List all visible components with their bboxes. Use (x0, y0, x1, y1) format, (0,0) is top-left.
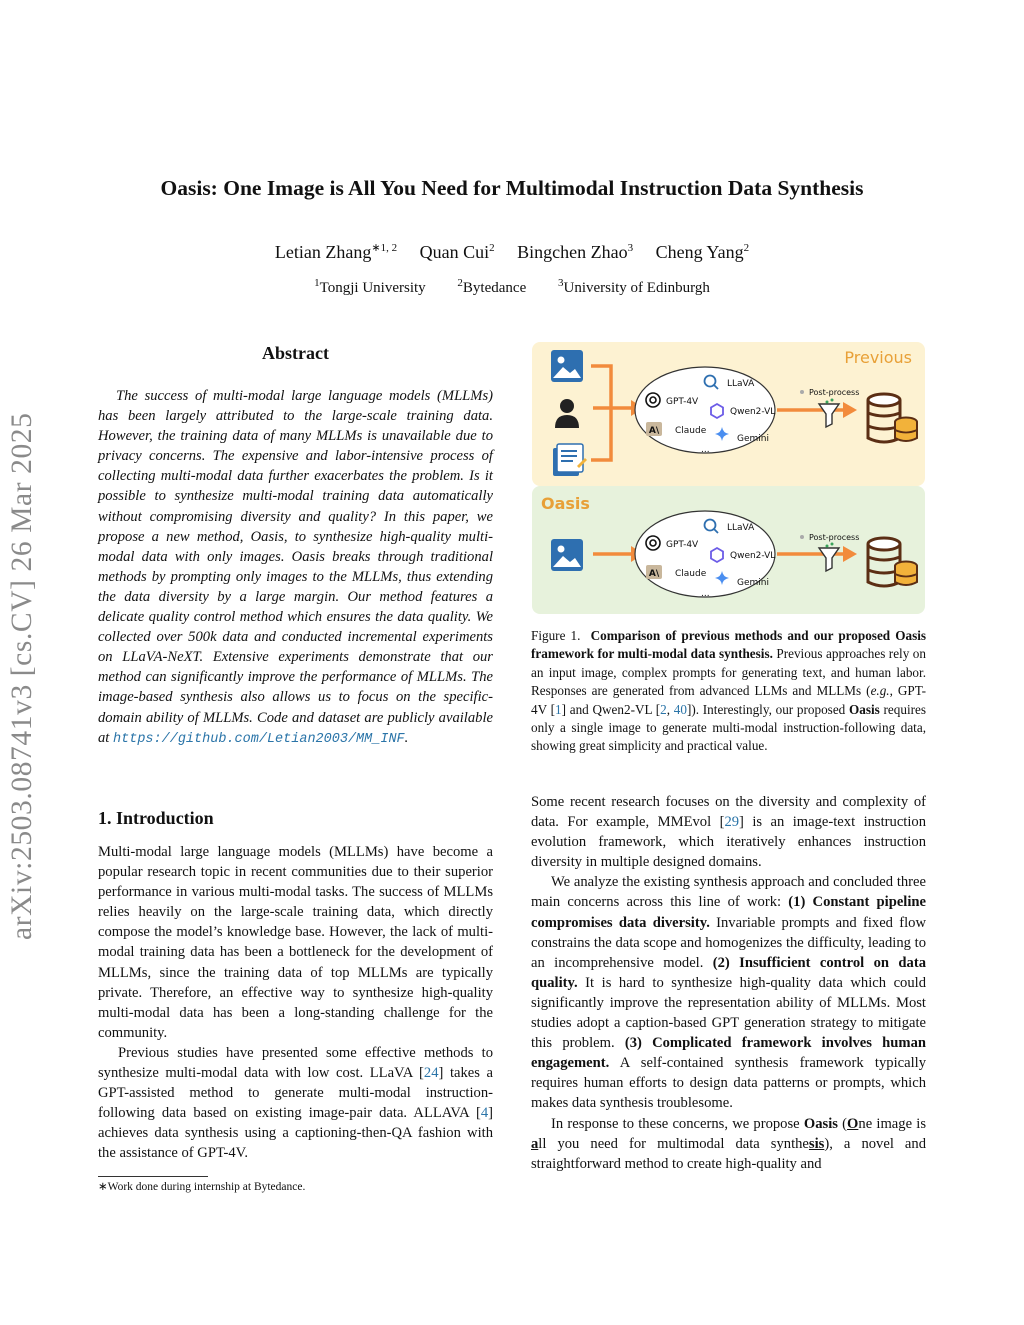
affiliation: $^1$Tongji University (314, 277, 426, 296)
figure-1-caption: Figure 1. Comparison of previous methods and our proposed Oasis framework for multi-modal data synthesis. Previous approaches rely on an input image, complex prompts for generating text, and human labor. Responses are generated from advanced LLMs and MLLMs (e.g., GPT-4V [1] and Qwen2-VL [2, 40]). Interestingly, our proposed Oasis requires only a single image to generate multi-modal instruction-following data, showing great simplicity and practical value. (531, 628, 927, 754)
citation-link[interactable]: 29 (724, 814, 740, 831)
figure-1 (531, 340, 926, 620)
affiliation: $^2$Bytedance (457, 277, 527, 296)
previous-label: Previous (844, 348, 912, 367)
svg-text:A\: A\ (648, 426, 660, 436)
image-icon (551, 350, 583, 382)
affiliation: $^3$University of Edinburgh (557, 277, 710, 296)
citation-link[interactable]: 4 (480, 1105, 489, 1122)
intro-paragraph: Multi-modal large language models (MLLMs) have become a popular research topic in recent communities due to their superior performance in various multi-modal tasks. The success of MLLMs relies heavily on the large-scale training data, which directly compose the model’s knowledge base. However, the lack of multi-modal training data has been a bottleneck for the development of MLLMs, since the training data of top MLLMs are typically private. Therefore, an effective way to synthesize high-quality multi-modal data has been a long-standing challenge for the community. (98, 844, 493, 1041)
introduction-body (98, 842, 493, 1164)
model-label-gemini: Gemini (737, 578, 769, 588)
section-heading-introduction: 1. Introduction (98, 808, 214, 828)
oasis-label: Oasis (541, 494, 590, 513)
model-label-gpt4v: GPT-4V (666, 540, 699, 550)
intro-paragraph: Previous studies have presented some effective methods to synthesize multi-modal data with low cost. LLaVA [24] takes a GPT-assisted method to generate multi-modal instruction-following data based on existing image-pair data. ALLAVA [4] achieves data synthesis using a captioning-then-QA fashion with the assistance of GPT-4V. (98, 1044, 493, 1162)
anthropic-icon (646, 565, 662, 579)
model-label-qwen2vl: Qwen2-VL (730, 407, 776, 417)
paper-title: Oasis: One Image is All You Need for Multimodal Instruction Data Synthesis (160, 176, 864, 200)
author-list (0, 241, 1024, 263)
svg-text:A\: A\ (648, 569, 660, 579)
model-ellipsis: ... (701, 589, 710, 599)
model-label-qwen2vl: Qwen2-VL (730, 551, 776, 561)
body-paragraph: We analyze the existing synthesis approach and concluded three main concerns across this line of work: (1) Constant pipeline compromises data diversity. Invariable prompts and fixed flow constrains the data scope and homogenizes the difficulty, leading to an incomprehensive model. (2) Insufficient control on data quality. It is hard to synthesize high-quality data which could significantly improve the representation ability of MLLMs. Most studies adopt a caption-based GPT generation strategy to mitigate this problem. (3) Complicated framework involves human engagement. A self-contained synthesis framework typically requires human efforts to design data patterns or prompts, which makes data synthesis troublesome. (531, 874, 927, 1112)
arxiv-identifier: arXiv:2503.08741v3 [cs.CV] 26 Mar 2025 (6, 412, 38, 940)
github-link[interactable]: https://github.com/Letian2003/MM_INF (113, 731, 405, 747)
model-label-gemini: Gemini (737, 434, 769, 444)
anthropic-icon (646, 422, 662, 436)
model-label-llava: LLaVA (727, 379, 755, 389)
model-label-claude: Claude (675, 426, 707, 436)
model-label-llava: LLaVA (727, 523, 755, 533)
author: Letian Zhang$^{∗1, 2}$ (274, 242, 398, 262)
model-label-claude: Claude (675, 569, 707, 579)
citation-link[interactable]: 24 (423, 1065, 439, 1082)
postprocess-dot (800, 390, 804, 394)
abstract-text: The success of multi-modal large language models (MLLMs) has been largely attributed to the large-scale training data. However, the training data of many MLLMs is unavailable due to privacy concerns. The expensive and labor-intensive process of collecting multi-modal data further exacerbates the problem. Is it possible to synthesize multi-modal training data automatically without compromising diversity and quality? In this paper, we propose a new method, Oasis, to synthesize high-quality multi-modal data with only images. Oasis breaks through traditional methods by prompting only images to the MLLMs, thus extending the data diversity by a large margin. Our method features a delicate quality control method which ensures the data quality. We collected over 500k data and conducted incremental experiments on LLaVA-NeXT. Extensive experiments demonstrate that our method can significantly improve the performance of MLLMs. The image-based synthesis also allows us to focus on the specific-domain ability of MLLMs. Code and dataset are publicly available at https://github.com/Letian2003/MM_INF. (98, 388, 493, 747)
postprocess-label: Post-process (809, 388, 860, 397)
citation-link[interactable]: 2 (660, 701, 667, 717)
citation-link[interactable]: 1 (555, 701, 562, 717)
postprocess-label: Post-process (809, 533, 860, 542)
footnote: ∗Work done during internship at Bytedance. (98, 1181, 306, 1193)
body-paragraph: Some recent research focuses on the diversity and complexity of data. For example, MMEvol [29] is an image-text instruction evolution framework, which iteratively enhances instruction diversity in multiple designed domains. (531, 794, 926, 871)
postprocess-dot (800, 535, 804, 539)
model-label-gpt4v: GPT-4V (666, 397, 699, 407)
footnote-rule (98, 1176, 208, 1177)
image-icon (551, 539, 583, 571)
citation-link[interactable]: 40 (673, 701, 687, 717)
body-paragraph: In response to these concerns, we propose Oasis (One image is all you need for multimodal data synthesis), a novel and straightforward method to create high-quality and (531, 1115, 927, 1172)
author: Quan Cui$^2$ (419, 242, 495, 262)
document-icon (553, 444, 587, 476)
abstract-heading: Abstract (262, 343, 329, 363)
model-ellipsis: ... (701, 445, 710, 455)
affiliation-list (0, 277, 1024, 297)
right-column-body (531, 792, 926, 1174)
author: Bingchen Zhao$^3$ (517, 242, 634, 262)
author: Cheng Yang$^2$ (655, 242, 750, 262)
